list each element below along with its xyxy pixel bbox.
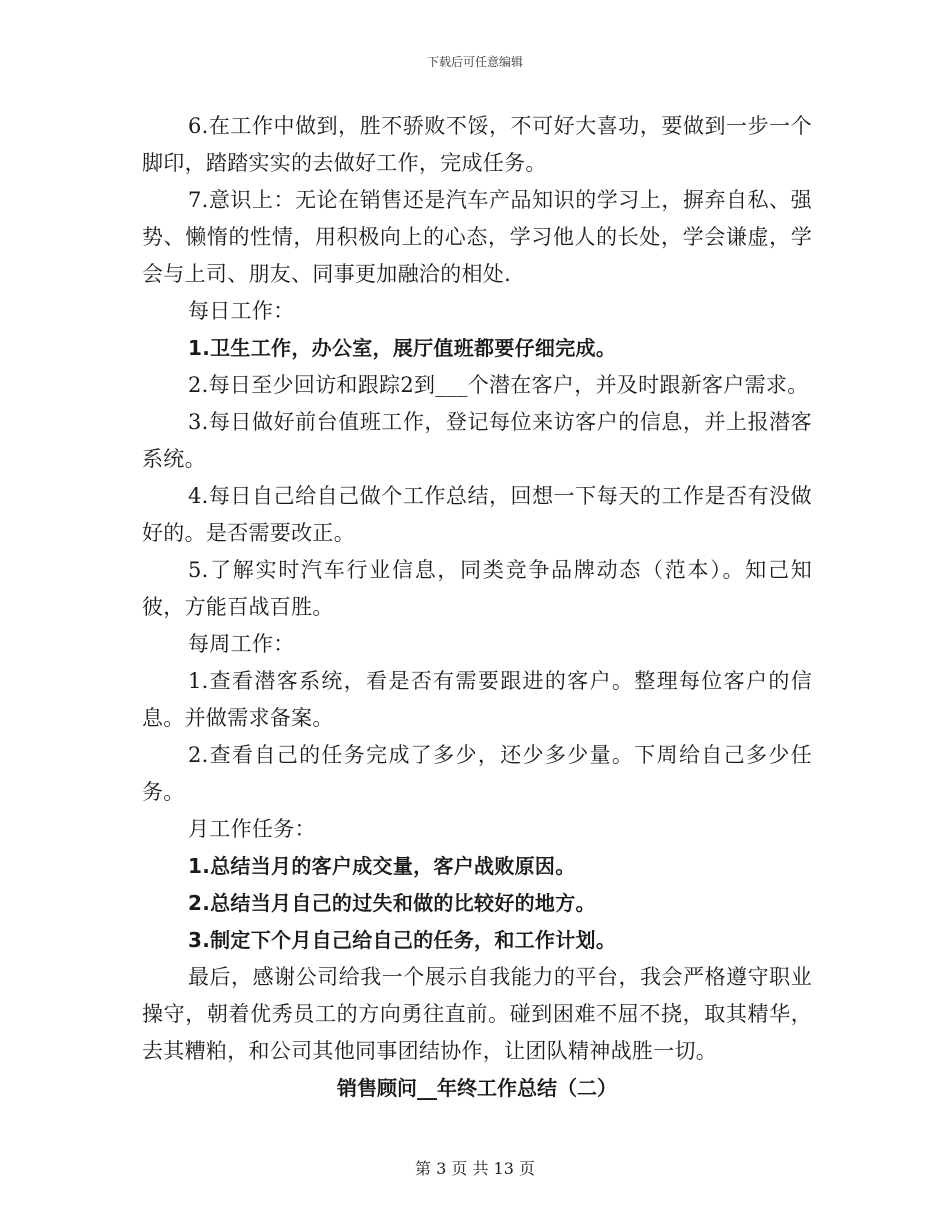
heading-daily-work: 每日工作： [188, 299, 295, 323]
daily-item-4: 4.每日自己给自己做个工作总结，回想一下每天的工作是否有没做好的。是否需要改正。 [142, 484, 812, 545]
paragraph-7: 7.意识上：无论在销售还是汽车产品知识的学习上，摒弃自私、强势、懒惰的性情，用积极向上的心态，学习他人的长处，学会谦虚，学会与上司、朋友、同事更加融洽的相处. [142, 188, 812, 286]
daily-item-1: 1.卫生工作，办公室，展厅值班都要仔细完成。 [188, 336, 617, 360]
page-footer: 第 3 页 共 13 页 [415, 1159, 535, 1178]
heading-weekly-work: 每周工作： [188, 632, 295, 656]
monthly-item-3: 3.制定下个月自己给自己的任务，和工作计划。 [188, 928, 617, 952]
closing-paragraph: 最后，感谢公司给我一个展示自我能力的平台，我会严格遵守职业操守，朝着优秀员工的方向勇往直前。碰到困难不屈不挠，取其精华，去其糟粕，和公司其他同事团结协作，让团队精神战胜一切。 [142, 965, 812, 1063]
heading-monthly-tasks: 月工作任务： [188, 817, 316, 841]
paragraph-6: 6.在工作中做到，胜不骄败不馁，不可好大喜功，要做到一步一个脚印，踏踏实实的去做好工作，完成任务。 [142, 114, 812, 175]
document-body [142, 108, 812, 1107]
daily-item-2: 2.每日至少回访和跟踪2到___个潜在客户，并及时跟新客户需求。 [188, 373, 809, 397]
weekly-item-1: 1.查看潜客系统，看是否有需要跟进的客户。整理每位客户的信息。并做需求备案。 [142, 669, 812, 730]
monthly-item-2: 2.总结当月自己的过失和做的比较好的地方。 [188, 891, 596, 915]
daily-item-3: 3.每日做好前台值班工作，登记每位来访客户的信息，并上报潜客系统。 [142, 410, 812, 471]
section-title: 销售顾问__年终工作总结（二） [337, 1076, 617, 1100]
page-header: 下载后可任意编辑 [426, 55, 523, 69]
monthly-item-1: 1.总结当月的客户成交量，客户战败原因。 [188, 854, 576, 878]
weekly-item-2: 2.查看自己的任务完成了多少，还少多少量。下周给自己多少任务。 [142, 743, 812, 804]
daily-item-5: 5.了解实时汽车行业信息，同类竞争品牌动态（范本）。知己知彼，方能百战百胜。 [142, 558, 812, 619]
